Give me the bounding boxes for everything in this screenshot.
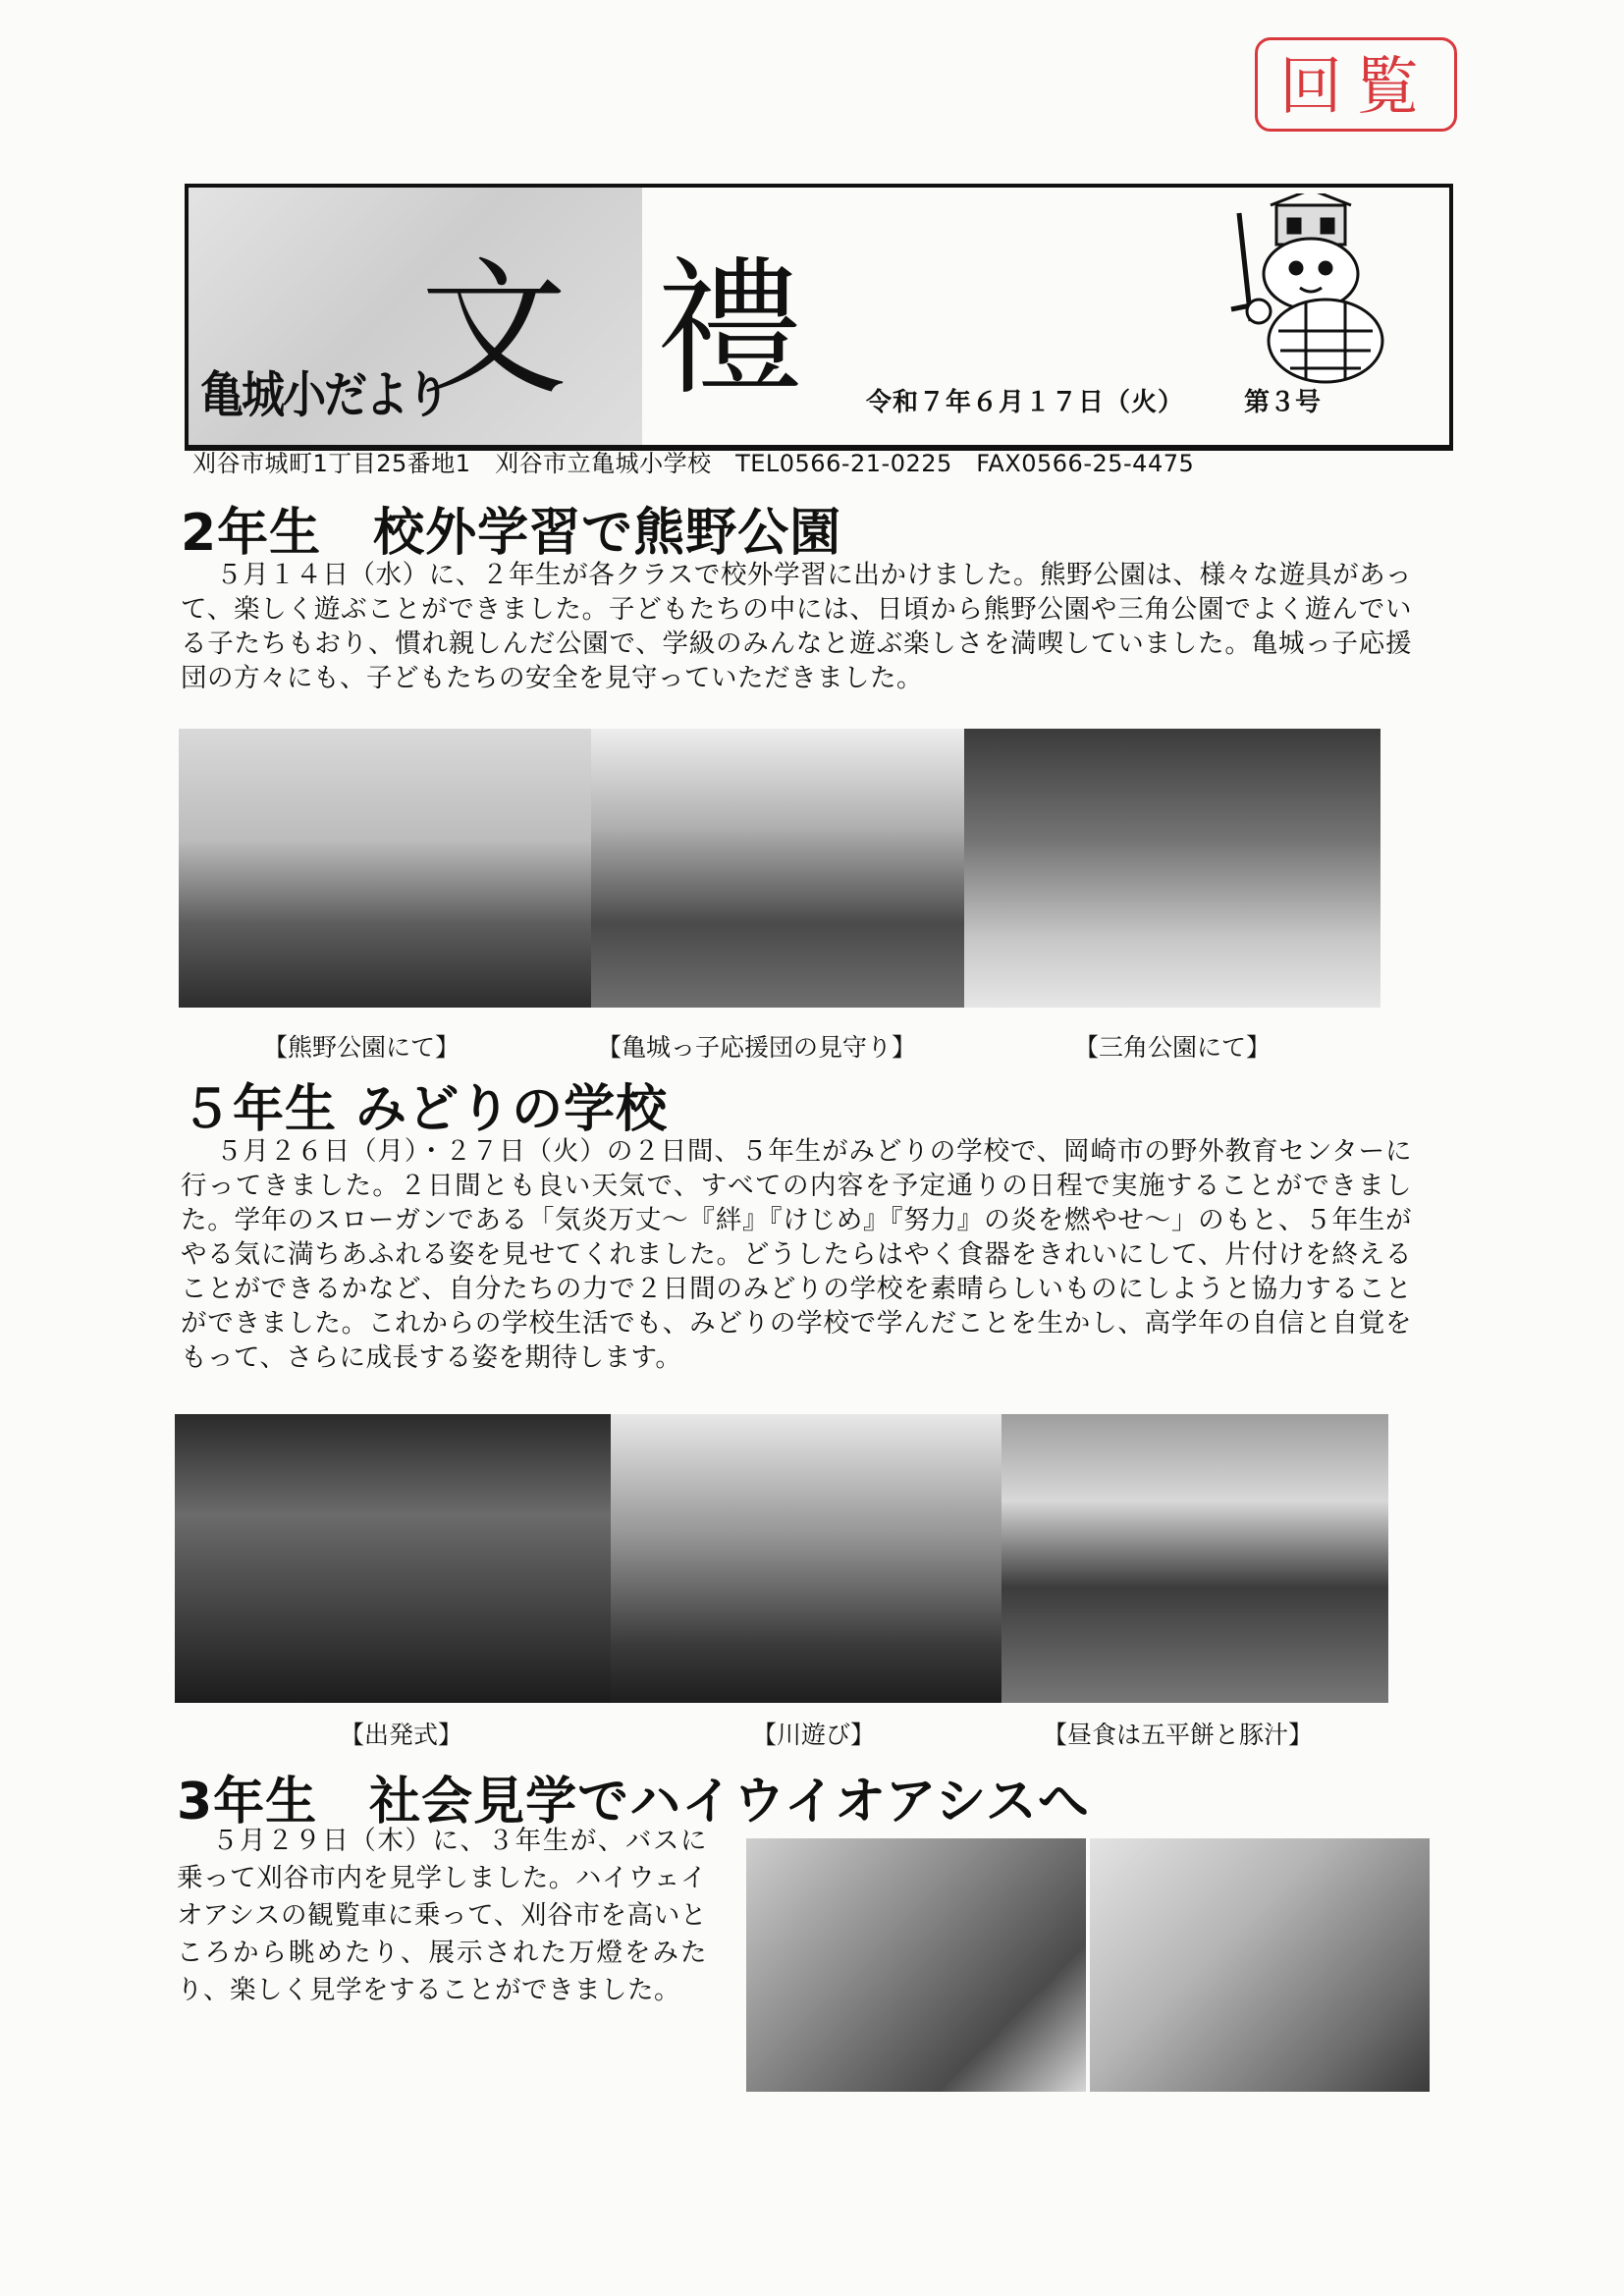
article-5th-grade-headline: ５年生 みどりの学校	[181, 1080, 669, 1139]
photo-departure-ceremony	[175, 1414, 611, 1703]
newsletter-title: 文禮	[420, 245, 893, 415]
issue-number: 第３号	[1244, 388, 1322, 417]
photo-kumano-park	[179, 729, 591, 1008]
photo-sankaku-park	[964, 729, 1380, 1008]
photo-lunch	[1001, 1414, 1388, 1703]
circulation-stamp: 回覧	[1255, 37, 1457, 132]
newsletter-name: 亀城小だより	[200, 366, 448, 425]
photo-river-play	[611, 1414, 1001, 1703]
photo-mando-exhibit	[1090, 1838, 1430, 2092]
photo-ferris-wheel	[746, 1838, 1086, 2092]
caption-river-play: 【川遊び】	[752, 1721, 876, 1749]
article-2nd-grade-headline: 2年生 校外学習で熊野公園	[181, 504, 842, 563]
issue-date: 令和７年６月１７日（火）	[866, 388, 1185, 417]
school-address: 刈谷市城町1丁目25番地1 刈谷市立亀城小学校 TEL0566-21-0225 FAX0566-25-4475	[192, 450, 1195, 477]
caption-lunch: 【昼食は五平餅と豚汁】	[1043, 1721, 1314, 1749]
article-2nd-grade-body: ５月１４日（水）に、２年生が各クラスで校外学習に出かけました。熊野公園は、様々な遊具があって、楽しく遊ぶことができました。子どもたちの中には、日頃から熊野公園や三角公園でよく遊んでいる子たちもおり、慣れ親しんだ公園で、学級のみんなと遊ぶ楽しさを満喫していました。亀城っ子応援団の方々にも、子どもたちの安全を見守っていただきました。	[181, 560, 1412, 693]
article-5th-grade-body: ５月２６日（月）・２７日（火）の２日間、５年生がみどりの学校で、岡崎市の野外教育センターに行ってきました。２日間とも良い天気で、すべての内容を予定通りの日程で実施することができました。学年のスローガンである「気炎万丈～『絆』『けじめ』『努力』の炎を燃やせ～」のもと、５年生がやる気に満ちあふれる姿を見せてくれました。どうしたらはやく食器をきれいにして、片付けを終えることができるかなど、自分たちの力で２日間のみどりの学校を素晴らしいものにしようと協力することができました。これからの学校生活でも、みどりの学校で学んだことを生かし、高学年の自信と自覚をもって、さらに成長する姿を期待します。	[181, 1136, 1412, 1373]
article-3rd-grade-headline: 3年生 社会見学でハイウイオアシスへ	[177, 1773, 1090, 1831]
masthead	[185, 184, 1453, 451]
article-3rd-grade-body: ５月２９日（木）に、３年生が、バスに乗って刈谷市内を見学しました。ハイウェイオアシスの観覧車に乗って、刈谷市を高いところから眺めたり、展示された万燈をみたり、楽しく見学をすることができました。	[177, 1826, 707, 2005]
caption-departure: 【出発式】	[340, 1721, 463, 1749]
caption-supporters: 【亀城っ子応援団の見守り】	[597, 1033, 917, 1062]
caption-sankaku-park: 【三角公園にて】	[1074, 1033, 1272, 1062]
mascot-illustration	[1210, 193, 1406, 390]
caption-kumano-park: 【熊野公園にて】	[263, 1033, 460, 1062]
photo-supporters-watching	[591, 729, 964, 1008]
